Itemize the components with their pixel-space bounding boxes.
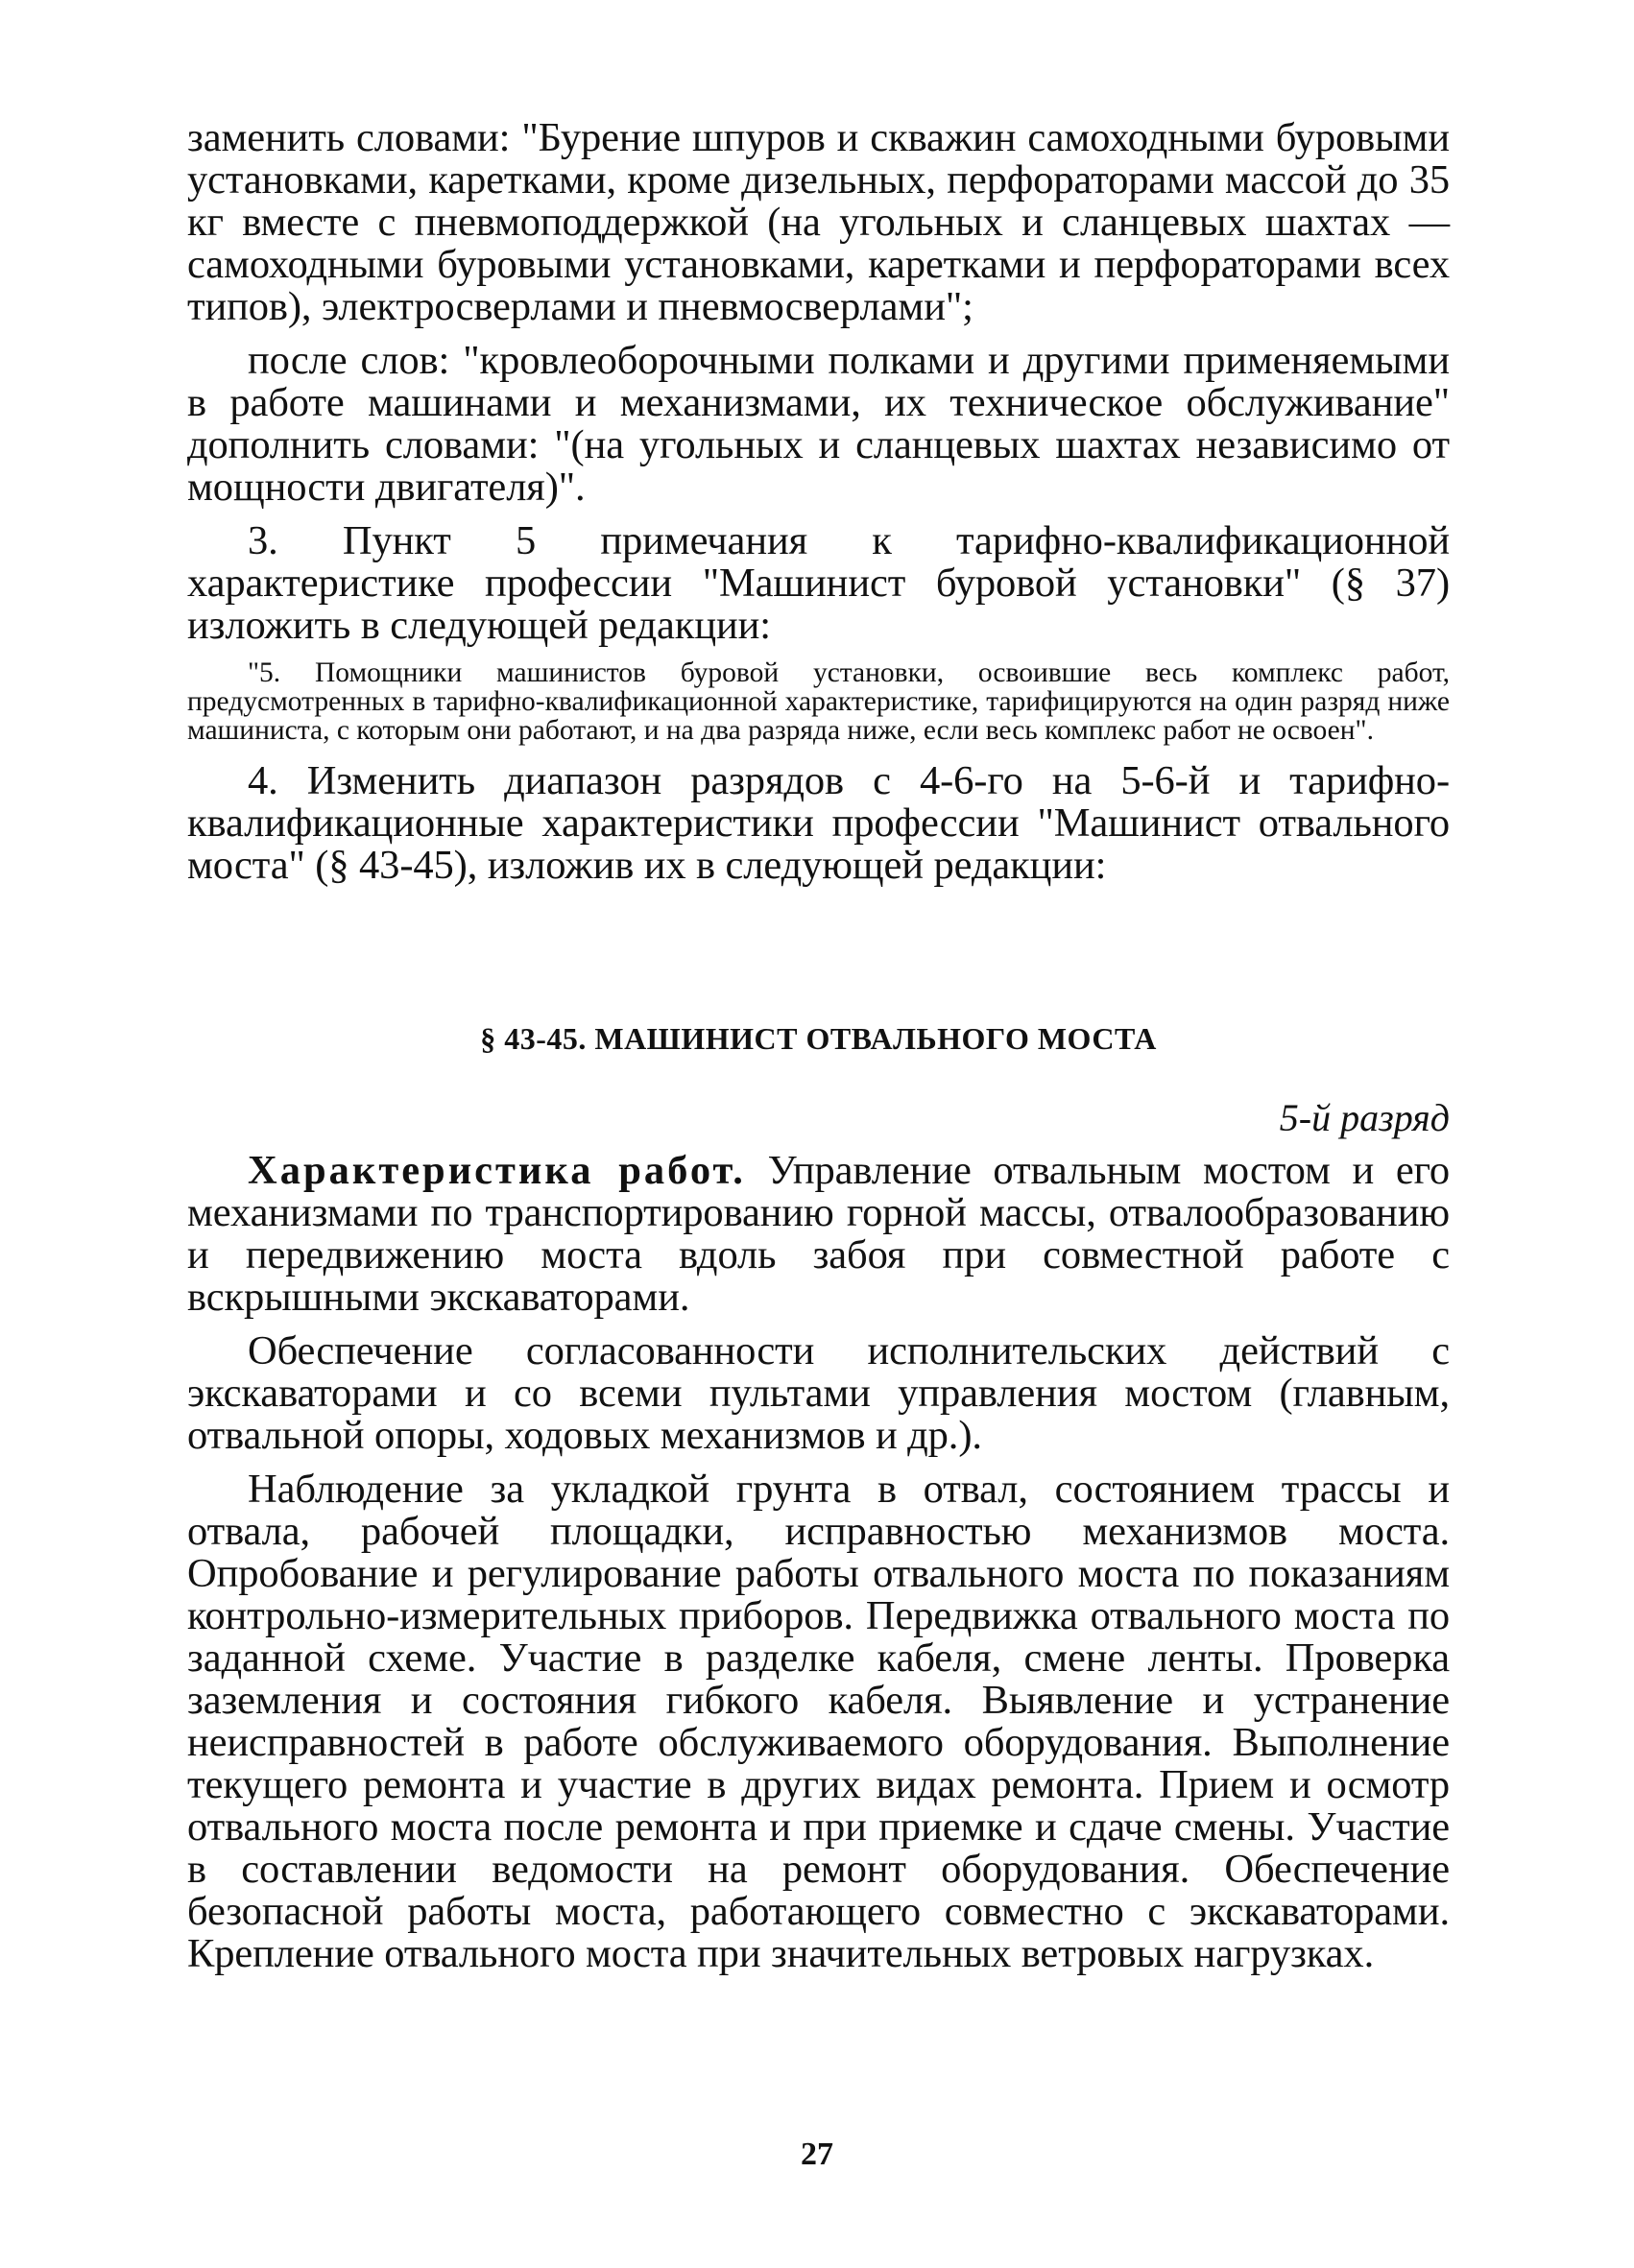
paragraph-replace-words: заменить словами: "Бурение шпуров и скважин самоходными буровыми установками, каретками, кроме дизельных, перфораторами массой до 35 кг вместе с пневмоподдержкой (на угольных и сланцевых шахтах — самоходными буровыми установками, каретками и перфораторами всех типов), электросверлами и пневмосверлами";: [187, 115, 1450, 329]
section-heading: § 43-45. МАШИНИСТ ОТВАЛЬНОГО МОСТА: [480, 1021, 1157, 1056]
paragraph-coordination: Обеспечение согласованности исполнительских действий с экскаваторами и со всеми пультами управления мостом (главным, отвальной опоры, ходовых механизмов и др.).: [187, 1328, 1450, 1458]
paragraph-after-words: после слов: "кровлеоборочными полками и другими применяемыми в работе машинами и механизмами, их техническое обслуживание" дополнить словами: "(на угольных и сланцевых шахтах независимо от мощности двигателя)".: [187, 338, 1450, 510]
grade-label: 5-й разряд: [1279, 1096, 1450, 1139]
characteristics-text: Управление отвальным мостом и его механизмами по транспортированию горной массы, отвалообразованию и передвижению моста вдоль забоя при совместной работе с вскрышными экскаваторами.: [187, 1148, 1451, 1320]
paragraph-note-5: "5. Помощники машинистов буровой установки, освоившие весь комплекс работ, предусмотренных в тарифно-квалификационной характеристике, тарифицируются на один разряд ниже машиниста, с которым они работают, и на два разряда ниже, если весь комплекс работ не освоен".: [187, 657, 1450, 746]
paragraph-observation: Наблюдение за укладкой грунта в отвал, состоянием трассы и отвала, рабочей площадки, исправностью механизмов моста. Опробование и регулирование работы отвального моста по показаниям контрольно-измерительных приборов. Передвижка отвального моста по заданной схеме. Участие в разделке кабеля, смене ленты. Проверка заземления и состояния гибкого кабеля. Выявление и устранение неисправностей в работе обслуживаемого оборудования. Выполнение текущего ремонта и участие в других видах ремонта. Прием и осмотр отвального моста после ремонта и при приемке и сдаче смены. Участие в составлении ведомости на ремонт оборудования. Обеспечение безопасной работы моста, работающего совместно с экскаваторами. Крепление отвального моста при значительных ветровых нагрузках.: [187, 1467, 1450, 1976]
paragraph-characteristics: [187, 1150, 1450, 1319]
paragraph-item-3: 3. Пункт 5 примечания к тарифно-квалификационной характеристике профессии "Машинист буровой установки" (§ 37) изложить в следующей редакции:: [187, 518, 1450, 648]
characteristics-label: Характеристика работ.: [248, 1148, 746, 1193]
page-number: 27: [801, 2137, 833, 2172]
paragraph-item-4: 4. Изменить диапазон разрядов с 4-6-го на 5-6-й и тарифно-квалификационные характеристики профессии "Машинист отвального моста" (§ 43-45), изложив их в следующей редакции:: [187, 758, 1450, 888]
page-content: [187, 117, 1450, 1987]
